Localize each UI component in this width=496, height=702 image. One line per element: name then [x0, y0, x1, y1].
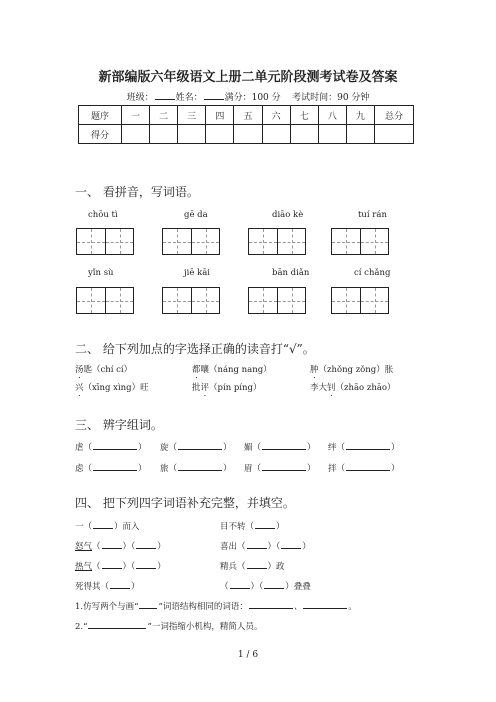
word-item[interactable]: 虐（ ） — [75, 440, 147, 453]
score-cell[interactable] — [375, 125, 414, 144]
writing-grid[interactable] — [248, 228, 306, 255]
score-cell[interactable] — [290, 125, 318, 144]
exam-time: 考试时间：90 分钟 — [292, 93, 370, 103]
reading-item[interactable]: 兴（xīng xìng）旺 — [75, 383, 149, 393]
idiom-item[interactable]: 怒气（ ）（ ） — [75, 539, 166, 552]
idiom-item[interactable]: 一（ ）而入 — [75, 519, 140, 532]
name-label: 姓名： — [175, 93, 203, 103]
word-item[interactable]: 眉（ ） — [244, 461, 316, 474]
full-score: 满分：100 分 — [224, 93, 281, 103]
reading-item[interactable]: 都嚷（náng nang） — [192, 365, 272, 375]
col-1: 一 — [122, 106, 150, 125]
col-3: 三 — [178, 106, 206, 125]
score-header-row — [79, 106, 414, 125]
score-cell[interactable] — [234, 125, 262, 144]
reading-item[interactable]: 批评（pín píng） — [192, 383, 262, 393]
writing-grid[interactable] — [76, 287, 134, 314]
writing-grid[interactable] — [76, 228, 134, 255]
question-2[interactable]: 2.“ ”一词指缩小机构，精简人员。 — [75, 619, 262, 632]
class-blank[interactable] — [155, 90, 175, 100]
idiom-item[interactable]: 喜出（ ）（ ） — [220, 539, 311, 552]
pinyin: diāo kè — [272, 210, 304, 220]
col-9: 九 — [346, 106, 374, 125]
pinyin: gē da — [184, 210, 208, 220]
class-label: 班级： — [126, 93, 154, 103]
reading-item[interactable]: 汤匙（chí cí） — [75, 365, 133, 375]
pinyin: chōu tì — [88, 210, 118, 220]
word-item[interactable]: 媚（ ） — [244, 440, 316, 453]
idiom-item[interactable]: 死得其（ ） — [75, 579, 140, 592]
score-cell[interactable] — [262, 125, 290, 144]
col-2: 二 — [150, 106, 178, 125]
pinyin: jiē kāi — [184, 268, 211, 278]
writing-grid[interactable] — [162, 287, 220, 314]
col-total: 总分 — [375, 106, 414, 125]
score-row-label: 得分 — [79, 125, 122, 144]
col-6: 六 — [262, 106, 290, 125]
col-label: 题序 — [79, 106, 122, 125]
reading-item[interactable]: 肿（zhǒng zǒng）胀 — [310, 365, 394, 375]
pinyin: tuí rán — [358, 210, 387, 220]
word-item[interactable]: 虑（ ） — [75, 461, 147, 474]
score-cell[interactable] — [318, 125, 346, 144]
score-cell[interactable] — [178, 125, 206, 144]
pinyin: bān diǎn — [272, 268, 310, 278]
writing-grid[interactable] — [248, 287, 306, 314]
score-cell[interactable] — [206, 125, 234, 144]
idiom-item[interactable]: 目不转（ ） — [220, 519, 285, 532]
question-1[interactable]: 1.仿写两个与画“ ”词语结构相同的词语： 、 。 — [75, 599, 357, 612]
score-table — [78, 105, 414, 144]
reading-item[interactable]: 李大钊（zhāo zhāo） — [310, 383, 396, 393]
score-cell[interactable] — [150, 125, 178, 144]
score-row — [79, 125, 414, 144]
writing-grid[interactable] — [331, 228, 389, 255]
section-3-heading: 三、 辨字组词。 — [75, 418, 163, 432]
pinyin: yǐn sù — [88, 268, 114, 278]
idiom-item[interactable]: （ ）（ ）叠叠 — [220, 579, 311, 592]
col-7: 七 — [290, 106, 318, 125]
section-2-heading: 二、 给下列加点的字选择正确的读音打“√”。 — [75, 342, 315, 356]
score-cell[interactable] — [346, 125, 374, 144]
section-4-heading: 四、 把下列四字词语补充完整，并填空。 — [75, 496, 295, 510]
word-item[interactable]: 绊（ ） — [328, 440, 400, 453]
col-5: 五 — [234, 106, 262, 125]
idiom-item[interactable]: 热气（ ）（ ） — [75, 559, 166, 572]
writing-grid[interactable] — [162, 228, 220, 255]
col-8: 八 — [318, 106, 346, 125]
score-cell[interactable] — [122, 125, 150, 144]
idiom-item[interactable]: 精兵（ ）政 — [220, 559, 285, 572]
col-4: 四 — [206, 106, 234, 125]
word-item[interactable]: 旅（ ） — [160, 461, 232, 474]
page-title: 新部编版六年级语文上册二单元阶段测考试卷及答案 — [98, 70, 398, 85]
writing-grid[interactable] — [331, 287, 389, 314]
word-item[interactable]: 拌（ ） — [328, 461, 400, 474]
page-number: 1 / 6 — [237, 650, 259, 660]
section-1-heading: 一、 看拼音，写词语。 — [75, 185, 199, 199]
exam-info — [0, 90, 496, 103]
name-blank[interactable] — [204, 90, 224, 100]
pinyin: cí chǎng — [354, 268, 391, 278]
word-item[interactable]: 旋（ ） — [160, 440, 232, 453]
